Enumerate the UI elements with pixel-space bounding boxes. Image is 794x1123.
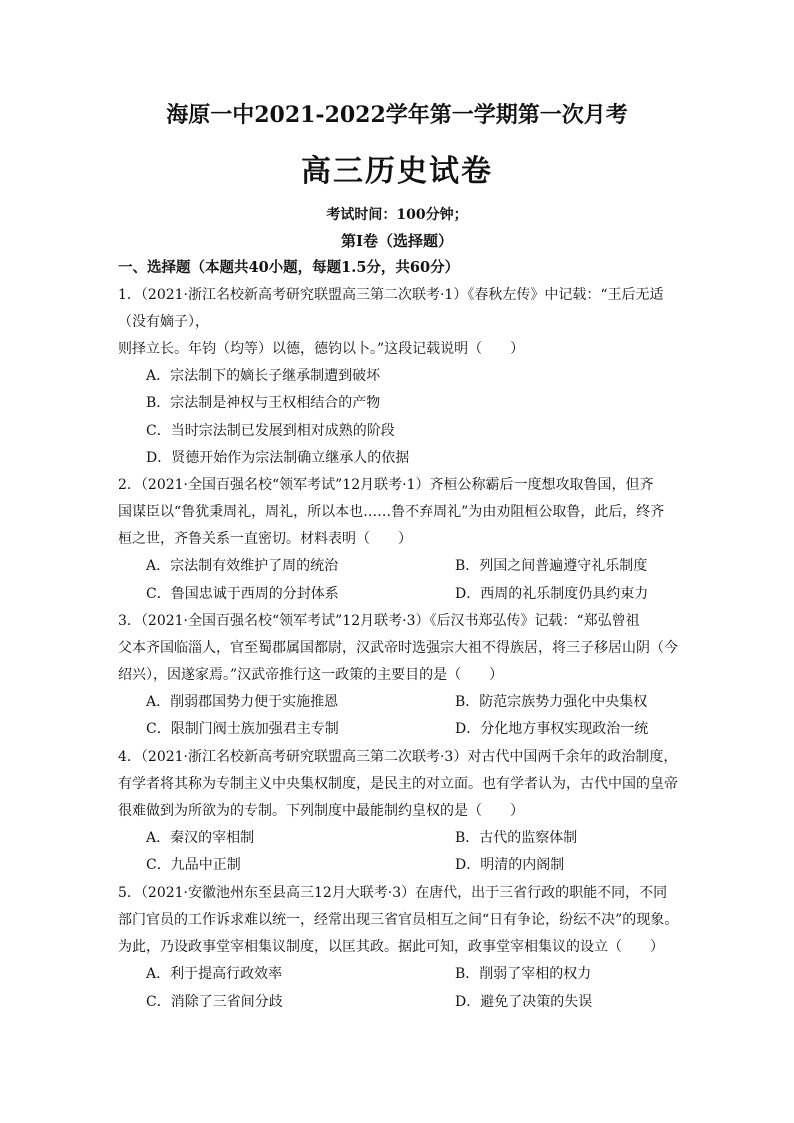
paper-title: 高三历史试卷 bbox=[301, 154, 493, 189]
option-d: D．避免了决策的失误 bbox=[455, 994, 593, 1010]
school-title: 海原一中2021-2022学年第一学期第一次月考 bbox=[166, 102, 628, 128]
question-text-line: 4．（2021·浙江名校新高考研究联盟高三第二次联考·3）对古代中国两千余年的政治制度， bbox=[118, 749, 678, 765]
part-title: 第I卷（选择题） bbox=[340, 232, 454, 250]
question-text-line: 为此，乃设政事堂宰相集议制度，以匡其政。据此可知，政事堂宰相集议的设立（ ） bbox=[118, 939, 664, 955]
option-b: B．防范宗族势力强化中央集权 bbox=[455, 694, 648, 710]
option-a: A．利于提高行政效率 bbox=[146, 966, 283, 982]
option-a: A．削弱郡国势力便于实施推恩 bbox=[146, 694, 339, 710]
question-text-line: 父本齐国临淄人，官至蜀郡属国都尉，汉武帝时选强宗大祖不得族居，将三子移居山阴（今 bbox=[118, 640, 678, 656]
option-c: C．限制门阀士族加强君主专制 bbox=[146, 721, 339, 737]
option-c: C．鲁国忠诚于西周的分封体系 bbox=[146, 586, 339, 602]
question-text-line: 绍兴），因遂家焉。”汉武帝推行这一政策的主要目的是（ ） bbox=[118, 667, 504, 683]
option-c: C．当时宗法制已发展到相对成熟的阶段 bbox=[146, 423, 395, 439]
section-heading: 一、选择题（本题共40小题，每题1.5分，共60分） bbox=[118, 259, 460, 276]
question-text-line: 国谋臣以“鲁犹秉周礼，周礼，所以本也……鲁不弃周礼”为由劝阻桓公取鲁，此后，终齐 bbox=[118, 504, 665, 520]
question-text-line: 1．（2021·浙江名校新高考研究联盟高三第二次联考·1）《春秋左传》中记载：“王后无适 bbox=[118, 287, 664, 303]
option-c: C．消除了三省间分歧 bbox=[146, 994, 283, 1010]
option-b: B．宗法制是神权与王权相结合的产物 bbox=[146, 395, 381, 411]
question-text-line: 3．（2021·全国百强名校“领军考试”12月联考·3）《后汉书郑弘传》记载：“郑弘曾祖 bbox=[118, 613, 640, 629]
option-a: A．秦汉的宰相制 bbox=[146, 830, 255, 846]
question-text-line: 2．（2021·全国百强名校“领军考试”12月联考·1）齐桓公称霸后一度想攻取鲁国，但齐 bbox=[118, 477, 654, 493]
option-d: D．明清的内阁制 bbox=[455, 857, 565, 873]
question-text-line: （没有嫡子）， bbox=[118, 314, 209, 330]
option-a: A．宗法制下的嫡长子继承制遭到破坏 bbox=[146, 368, 381, 384]
option-d: D．西周的礼乐制度仍具约束力 bbox=[455, 586, 649, 602]
question-text-line: 则择立长。年钧（均等）以德，德钧以卜。”这段记载说明（ ） bbox=[118, 341, 525, 357]
question-text-line: 有学者将其称为专制主义中央集权制度，是民主的对立面。也有学者认为，古代中国的皇帝 bbox=[118, 776, 678, 792]
exam-time: 考试时间：100分钟； bbox=[326, 207, 468, 223]
option-d: D．分化地方事权实现政治一统 bbox=[455, 721, 649, 737]
option-b: B．古代的监察体制 bbox=[455, 830, 578, 846]
option-d: D．贤德开始作为宗法制确立继承人的依据 bbox=[146, 450, 410, 466]
option-b: B．列国之间普遍遵守礼乐制度 bbox=[455, 558, 648, 574]
question-text-line: 桓之世，齐鲁关系一直密切。材料表明（ ） bbox=[118, 531, 412, 547]
option-b: B．削弱了宰相的权力 bbox=[455, 966, 592, 982]
option-c: C．九品中正制 bbox=[146, 857, 241, 873]
question-text-line: 5．（2021·安徽池州东至县高三12月大联考·3）在唐代，出于三省行政的职能不同，不同 bbox=[118, 885, 668, 901]
question-text-line: 很难做到为所欲为的专制。下列制度中最能制约皇权的是（ ） bbox=[118, 803, 524, 819]
option-a: A．宗法制有效维护了周的统治 bbox=[146, 558, 339, 574]
question-text-line: 部门官员的工作诉求难以统一，经常出现三省官员相互之间“日有争论，纷纭不决”的现象。 bbox=[118, 912, 679, 928]
